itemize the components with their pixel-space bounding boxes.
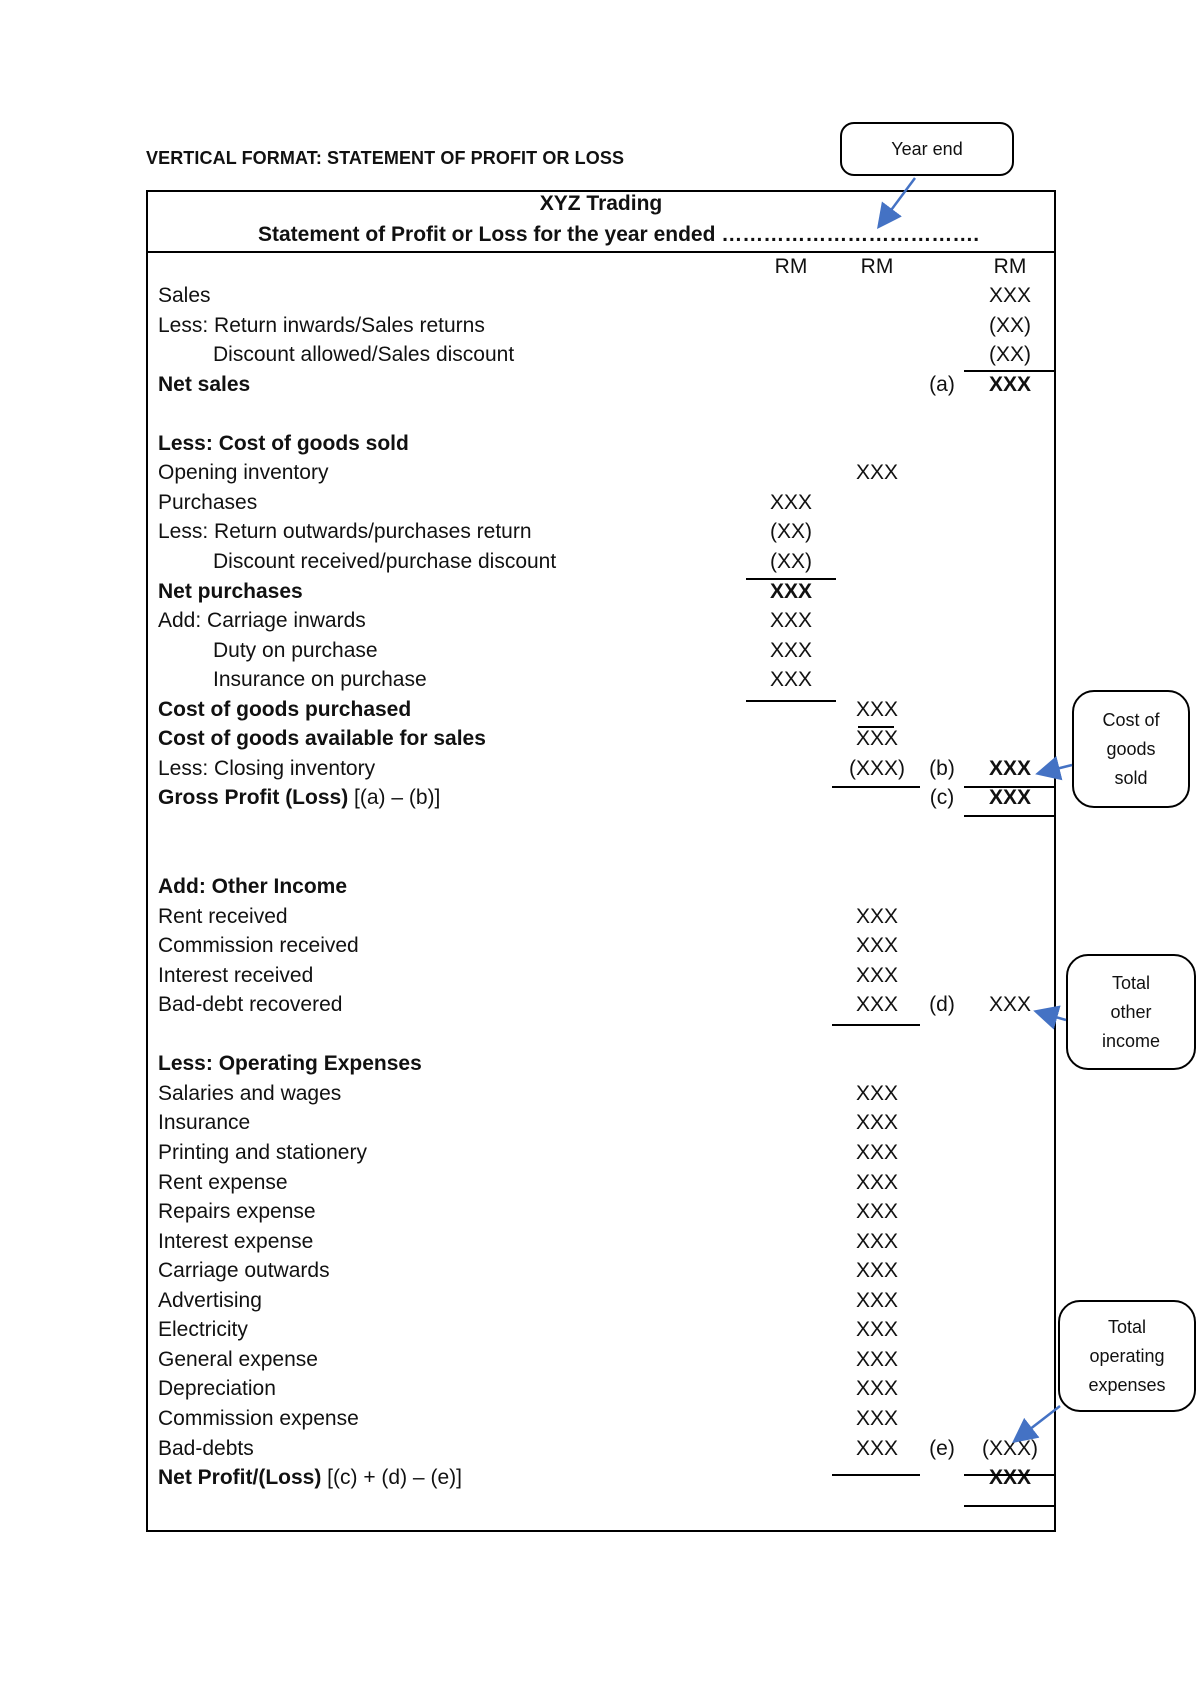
arrow-year-end [880, 178, 915, 225]
row-amount: XXX [855, 1347, 899, 1371]
row-label-formula: [(c) + (d) – (e)] [321, 1466, 462, 1489]
row-amount: (XXX) [848, 756, 905, 780]
row-amount: XXX [988, 993, 1032, 1017]
row-label-text: Add: Other Income [158, 875, 348, 898]
row-label-text: Interest expense [158, 1229, 314, 1253]
row-label-text: Salaries and wages [158, 1081, 342, 1105]
row-amount: XXX [855, 1141, 899, 1164]
row-label-text: Repairs expense [158, 1200, 316, 1224]
row-amount: XXX [988, 1466, 1032, 1489]
row-amount: (XX) [770, 520, 812, 544]
row-label-text: Advertising [158, 1288, 262, 1312]
row-label-text: Less: Operating Expenses [158, 1052, 422, 1076]
row-label-text: Interest received [158, 963, 314, 987]
row-label-text: Bad-debt recovered [158, 993, 343, 1017]
row-label-text: Less: Closing inventory [158, 756, 376, 780]
row-amount: XXX [855, 697, 899, 721]
row-amount: XXX [855, 1406, 899, 1430]
row-label-text: Electricity [158, 1318, 248, 1342]
row-amount: XXX [855, 1259, 899, 1283]
company-name: XYZ Trading [539, 192, 663, 215]
row-label-text: Printing and stationery [158, 1141, 367, 1164]
row-label-text: Cost of goods purchased [158, 697, 412, 721]
document-heading: VERTICAL FORMAT: STATEMENT OF PROFIT OR LOSS [146, 148, 625, 168]
row-amount: (XX) [989, 343, 1031, 367]
row-amount: XXX [855, 1288, 899, 1312]
row-label-text: Less: Cost of goods sold [158, 431, 409, 455]
row-amount: XXX [855, 461, 899, 485]
arrow-other-income [1038, 1012, 1066, 1020]
row-amount: XXX [988, 284, 1032, 307]
row-amount: (XXX) [981, 1436, 1038, 1460]
row-amount: XXX [855, 934, 899, 958]
row-amount: XXX [988, 372, 1032, 396]
row-label-text: Opening inventory [158, 461, 329, 485]
row-amount: XXX [855, 993, 899, 1017]
row-amount: XXX [988, 756, 1032, 780]
row-label-text: Sales [158, 284, 211, 307]
currency-header-col1: RM [774, 255, 808, 278]
row-amount: XXX [769, 579, 813, 603]
row-amount: XXX [988, 786, 1032, 810]
row-amount: XXX [855, 963, 899, 987]
row-amount: XXX [855, 1318, 899, 1342]
row-label-text: Rent received [158, 904, 288, 928]
row-label-text: Discount allowed/Sales discount [213, 343, 515, 367]
row-label-text: Carriage outwards [158, 1259, 330, 1283]
row-label-text: Cost of goods available for sales [158, 727, 486, 751]
statement-title: Statement of Profit or Loss for the year ended ………………………………. [258, 223, 980, 246]
row-amount: (XX) [770, 550, 812, 573]
row-amount: XXX [855, 1081, 899, 1105]
row-amount: XXX [855, 727, 899, 751]
row-label-text: Net sales [158, 372, 251, 396]
row-reference: (d) [929, 993, 955, 1017]
row-amount: XXX [855, 1377, 899, 1401]
row-label-text: Bad-debts [158, 1436, 254, 1460]
currency-header-col4: RM [993, 255, 1027, 278]
row-label-text: General expense [158, 1347, 318, 1371]
arrow-operating-expenses [1016, 1406, 1060, 1440]
row-label-text: Less: Return inwards/Sales returns [158, 313, 485, 337]
row-label-text: Discount received/purchase discount [213, 550, 557, 573]
row-label-text: Purchases [158, 490, 258, 514]
callout-operating-expenses-text: Total operating expenses [1088, 1316, 1166, 1395]
row-reference: (e) [929, 1436, 955, 1460]
row-amount: XXX [855, 1111, 899, 1135]
row-label-text: Commission expense [158, 1406, 359, 1430]
row-amount: XXX [769, 490, 813, 514]
row-label-formula: [(a) – (b)] [348, 786, 441, 810]
arrow-cogs [1040, 765, 1072, 773]
row-amount: XXX [855, 1436, 899, 1460]
row-label-text: Gross Profit (Loss) [158, 786, 349, 810]
row-amount: XXX [855, 1200, 899, 1224]
callout-year-end-text: Year end [891, 138, 963, 159]
currency-header-col2: RM [860, 255, 894, 278]
row-label-text: Add: Carriage inwards [158, 609, 366, 632]
row-reference: (a) [929, 372, 955, 396]
row-label-text: Duty on purchase [213, 638, 378, 662]
row-amount: (XX) [989, 313, 1031, 337]
row-amount: XXX [769, 638, 813, 662]
row-label-text: Net Profit/(Loss) [158, 1466, 322, 1489]
row-amount: XXX [855, 904, 899, 928]
row-label-text: Insurance on purchase [213, 668, 427, 692]
row-label-text: Rent expense [158, 1170, 288, 1194]
row-reference: (b) [929, 756, 955, 780]
row-reference: (c) [929, 786, 955, 810]
row-amount: XXX [855, 1170, 899, 1194]
row-label-text: Net purchases [158, 579, 303, 603]
callout-other-income-text: Total other income [1101, 972, 1161, 1051]
row-amount: XXX [855, 1229, 899, 1253]
row-amount: XXX [769, 668, 813, 692]
callout-cogs-text: Cost of goods sold [1102, 709, 1160, 788]
row-label-text: Commission received [158, 934, 359, 958]
row-amount: XXX [769, 609, 813, 632]
row-label-text: Insurance [158, 1111, 251, 1135]
row-label-text: Less: Return outwards/purchases return [158, 520, 532, 544]
row-label-text: Depreciation [158, 1377, 276, 1401]
